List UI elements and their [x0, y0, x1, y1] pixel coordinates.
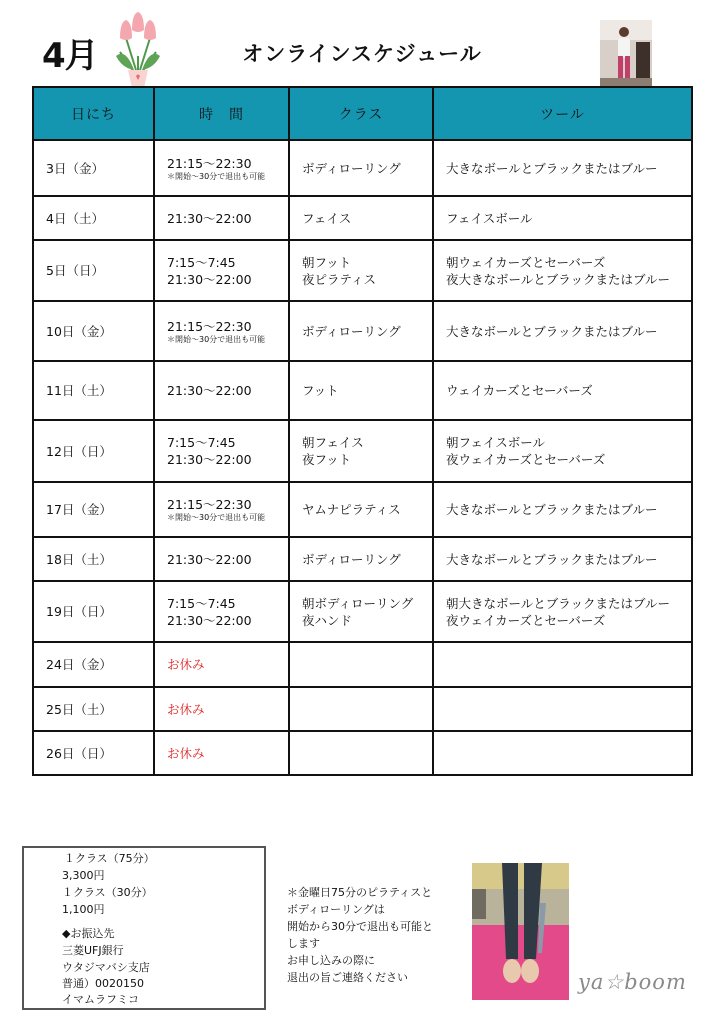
time-cell — [154, 240, 289, 301]
table-row — [33, 420, 692, 482]
price-30-value: 1,100円 — [62, 903, 105, 916]
tool-value: 大きなボールとブラックまたはブルー — [446, 502, 658, 517]
tool-cell — [433, 196, 692, 240]
table-row — [33, 301, 692, 361]
header-date: 日にち — [33, 87, 154, 140]
tool-cell — [433, 482, 692, 537]
class-cell — [289, 482, 433, 537]
time-cell — [154, 420, 289, 482]
table-row — [33, 482, 692, 537]
date-cell: 5日（日） — [33, 240, 154, 301]
time-value: 21:30〜22:00 — [167, 612, 252, 628]
tool-value: 大きなボールとブラックまたはブルー — [446, 551, 658, 567]
schedule-table — [32, 86, 693, 776]
price-30-label: １クラス（30分） — [62, 886, 153, 899]
tool-cell — [433, 140, 692, 196]
day-off-label: お休み — [167, 701, 205, 717]
date-cell: 24日（金） — [33, 642, 154, 687]
notice-line: お申し込みの際に — [287, 954, 375, 967]
tool-cell — [433, 581, 692, 642]
class-value: ボディローリング — [302, 323, 401, 339]
class-value: ヤムナピラティス — [302, 502, 401, 517]
tool-value: 朝フェイスボール — [446, 435, 546, 450]
exit-note: ＊開始〜30分で退出も可能 — [167, 334, 266, 344]
class-value: 夜ピラティス — [302, 271, 377, 287]
time-cell — [154, 581, 289, 642]
tool-value: 夜ウェイカーズとセーバーズ — [446, 612, 606, 628]
tool-cell — [433, 240, 692, 301]
date-cell: 18日（土） — [33, 537, 154, 581]
class-cell — [289, 196, 433, 240]
time-value: 21:30〜22:00 — [167, 551, 252, 567]
tool-cell — [433, 361, 692, 420]
pricing-box — [22, 846, 266, 1010]
table-row — [33, 361, 692, 420]
account-holder: イマムラフミコ — [62, 993, 139, 1006]
date-cell: 19日（日） — [33, 581, 154, 642]
time-value: 21:15〜22:30 — [167, 318, 252, 334]
time-cell — [154, 731, 289, 775]
transfer-label: ◆お振込先 — [62, 927, 115, 940]
table-row — [33, 537, 692, 581]
class-value: ボディローリング — [302, 551, 401, 567]
tool-value: 朝ウェイカーズとセーバーズ — [446, 254, 606, 270]
tool-value: 朝大きなボールとブラックまたはブルー — [446, 595, 671, 611]
feet-photo — [472, 863, 569, 1000]
time-cell — [154, 642, 289, 687]
class-cell — [289, 731, 433, 775]
page-title: オンラインスケジュール — [242, 42, 482, 66]
tool-cell — [433, 687, 692, 731]
tool-value: ウェイカーズとセーバーズ — [446, 383, 593, 398]
date-cell: 4日（土） — [33, 196, 154, 240]
header-class: クラス — [289, 87, 433, 140]
time-cell — [154, 361, 289, 420]
date-cell: 11日（土） — [33, 361, 154, 420]
bank-name: 三菱UFJ銀行 — [62, 944, 124, 957]
notice-line: ボディローリングは — [287, 903, 385, 916]
time-cell — [154, 140, 289, 196]
price-75-label: １クラス（75分） — [64, 852, 155, 865]
table-row — [33, 687, 692, 731]
date-cell: 25日（土） — [33, 687, 154, 731]
header-time: 時 間 — [154, 87, 289, 140]
tool-cell — [433, 420, 692, 482]
class-cell — [289, 301, 433, 361]
time-value: 21:30〜22:00 — [167, 383, 252, 398]
class-value: フェイス — [302, 210, 352, 226]
exit-notice — [287, 884, 462, 986]
class-value: 朝フット — [302, 254, 352, 270]
tool-cell — [433, 301, 692, 361]
instructor-photo — [600, 20, 652, 86]
tool-value: 大きなボールとブラックまたはブルー — [446, 323, 658, 339]
tool-value: 夜大きなボールとブラックまたはブルー — [446, 271, 671, 287]
exit-note: ＊開始〜30分で退出も可能 — [167, 513, 266, 522]
table-row — [33, 196, 692, 240]
notice-line: ＊金曜日75分のピラティスと — [287, 886, 433, 899]
tool-value: 大きなボールとブラックまたはブルー — [446, 160, 658, 176]
time-value: 7:15〜7:45 — [167, 254, 236, 270]
tool-value: 夜ウェイカーズとセーバーズ — [446, 452, 606, 467]
class-cell — [289, 581, 433, 642]
table-row — [33, 731, 692, 775]
tool-value: フェイスボール — [446, 210, 533, 226]
time-value: 21:30〜22:00 — [167, 210, 252, 226]
date-cell: 17日（金） — [33, 482, 154, 537]
time-cell — [154, 537, 289, 581]
class-cell — [289, 361, 433, 420]
time-cell — [154, 301, 289, 361]
table-row — [33, 240, 692, 301]
header-tool: ツール — [433, 87, 692, 140]
class-cell — [289, 537, 433, 581]
class-cell — [289, 140, 433, 196]
table-row — [33, 581, 692, 642]
tool-cell — [433, 537, 692, 581]
class-value: 朝フェイス — [302, 435, 364, 450]
date-cell: 10日（金） — [33, 301, 154, 361]
tool-cell — [433, 731, 692, 775]
class-cell — [289, 240, 433, 301]
time-value: 7:15〜7:45 — [167, 595, 236, 611]
class-value: 夜ハンド — [302, 612, 353, 628]
time-cell — [154, 196, 289, 240]
date-cell: 3日（金） — [33, 140, 154, 196]
table-row — [33, 140, 692, 196]
time-value: 7:15〜7:45 — [167, 435, 236, 450]
class-value: ボディローリング — [302, 160, 401, 176]
time-value: 21:15〜22:30 — [167, 155, 252, 171]
class-cell — [289, 687, 433, 731]
bank-branch: ウタジマバシ支店 — [62, 961, 150, 974]
time-value: 21:30〜22:00 — [167, 271, 252, 287]
tool-cell — [433, 642, 692, 687]
day-off-label: お休み — [167, 745, 205, 761]
time-value: 21:30〜22:00 — [167, 452, 252, 467]
account-number: 普通）0020150 — [62, 977, 144, 990]
price-75-value: 3,300円 — [62, 869, 105, 882]
table-row — [33, 642, 692, 687]
day-off-label: お休み — [167, 657, 205, 672]
class-value: 夜フット — [302, 452, 352, 467]
time-cell — [154, 482, 289, 537]
brand-signature: ya☆boom — [578, 970, 687, 994]
class-value: フット — [302, 383, 339, 398]
notice-line: 退出の旨ご連絡ください — [287, 971, 408, 984]
notice-line: します — [287, 937, 320, 950]
time-cell — [154, 687, 289, 731]
month-label: 4月 — [42, 36, 98, 76]
notice-line: 開始から30分で退出も可能と — [287, 920, 433, 933]
time-value: 21:15〜22:30 — [167, 497, 252, 512]
date-cell: 12日（日） — [33, 420, 154, 482]
class-cell — [289, 642, 433, 687]
date-cell: 26日（日） — [33, 731, 154, 775]
class-cell — [289, 420, 433, 482]
exit-note: ＊開始〜30分で退出も可能 — [167, 171, 266, 181]
class-value: 朝ボディローリング — [302, 595, 414, 611]
